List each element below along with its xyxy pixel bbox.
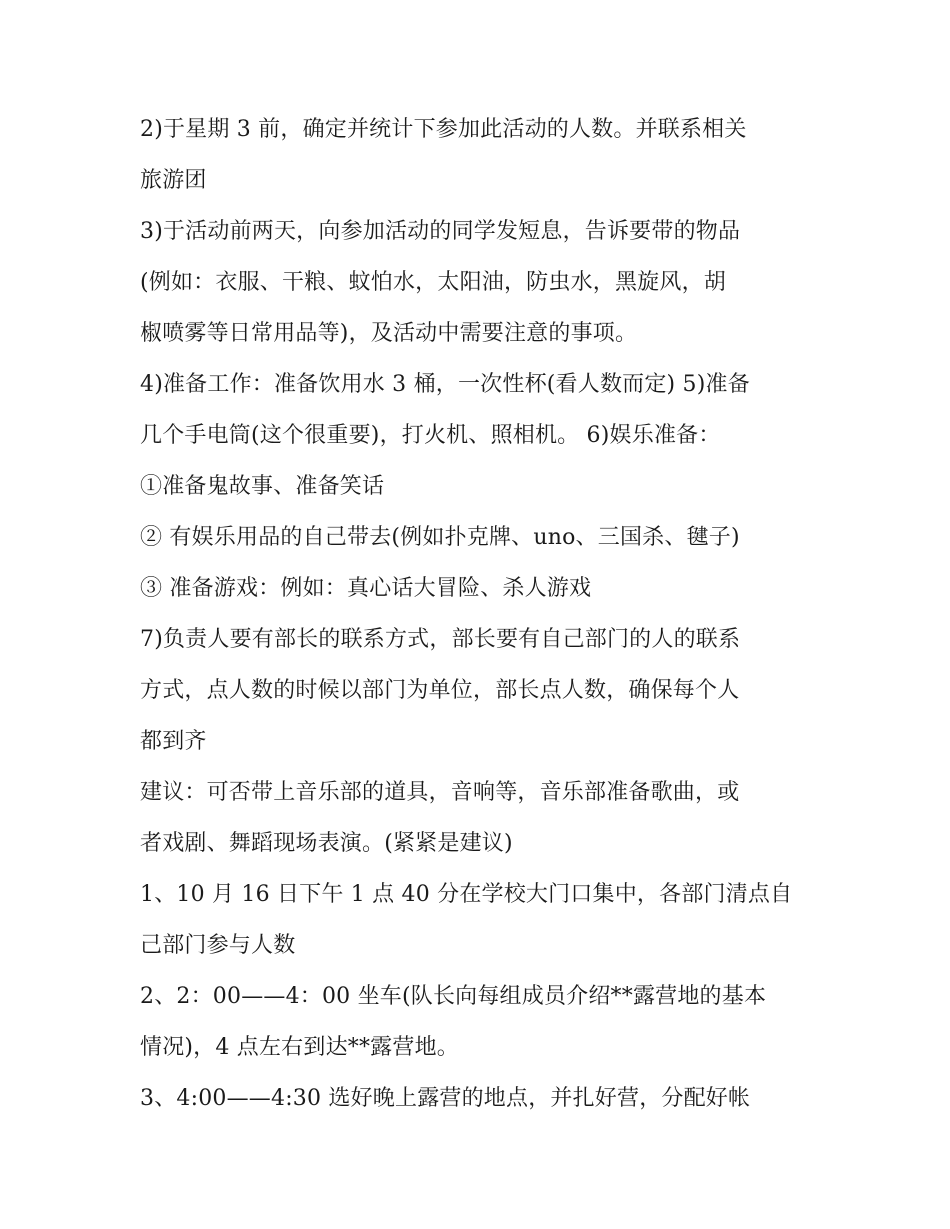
text-line: ② 有娱乐用品的自己带去(例如扑克牌、uno、三国杀、毽子): [140, 525, 740, 550]
text-line: 方式，点人数的时候以部门为单位，部长点人数，确保每个人: [140, 678, 740, 703]
text-line: 都到齐: [140, 729, 207, 754]
text-line: 2、2：00——4：00 坐车(队长向每组成员介绍**露营地的基本: [140, 984, 767, 1009]
document-body: [140, 104, 820, 1124]
text-line: 旅游团: [140, 168, 207, 193]
text-line: 2)于星期 3 前，确定并统计下参加此活动的人数。并联系相关: [140, 117, 747, 142]
text-line: 1、10 月 16 日下午 1 点 40 分在学校大门口集中，各部门清点自: [140, 882, 793, 907]
text-line: 椒喷雾等日常用品等)，及活动中需要注意的事项。: [140, 321, 638, 346]
text-line: 3)于活动前两天，向参加活动的同学发短息，告诉要带的物品: [140, 219, 741, 244]
text-line: 者戏剧、舞蹈现场表演。(紧紧是建议): [140, 831, 513, 856]
text-line: 己部门参与人数: [140, 933, 296, 958]
text-line: 几个手电筒(这个很重要)，打火机、照相机。 6)娱乐准备：: [140, 423, 721, 448]
text-line: 建议：可否带上音乐部的道具，音响等，音乐部准备歌曲，或: [140, 780, 740, 805]
text-line: ③ 准备游戏：例如：真心话大冒险、杀人游戏: [140, 576, 592, 601]
text-line: 情况)，4 点左右到达**露营地。: [140, 1035, 459, 1060]
text-line: 7)负责人要有部长的联系方式，部长要有自己部门的人的联系: [140, 627, 741, 652]
text-line: (例如：衣服、干粮、蚊怕水，太阳油，防虫水，黑旋风，胡: [140, 270, 726, 295]
text-line: 3、4:00——4:30 选好晚上露营的地点，并扎好营，分配好帐: [140, 1086, 751, 1111]
text-line: 4)准备工作：准备饮用水 3 桶，一次性杯(看人数而定) 5)准备: [140, 372, 750, 397]
text-line: ①准备鬼故事、准备笑话: [140, 474, 385, 499]
